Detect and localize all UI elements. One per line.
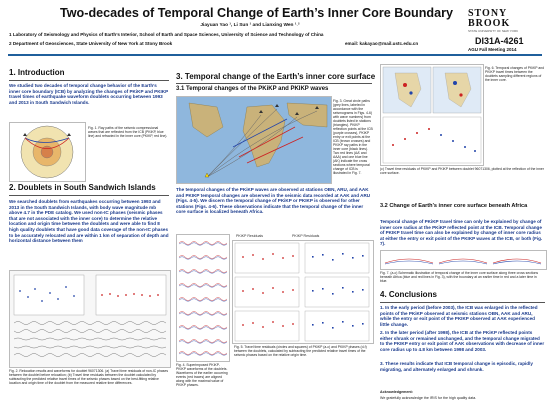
waveform-pairs (179, 242, 227, 356)
icb-later-b (439, 261, 487, 264)
poster-id: DI31A-4261 (475, 36, 524, 46)
logo-subtitle: STATE UNIVERSITY OF NEW YORK (468, 29, 519, 33)
header-divider (8, 54, 542, 56)
authors: Jiayuan Yao ¹, Li Sun ¹ and Lianxing Wen ¹˒² (200, 23, 300, 28)
panel-a-label: PKiKP Residuals (236, 234, 264, 238)
superimposed-waveforms (177, 235, 229, 361)
doublets-rule (9, 195, 169, 196)
fig4-caption: Fig. 4. Superimposed PKiKP-PKIKP waveforms of the doublets. Waveforms of the earlier occurring events (red traces) are aligned along with the maximal value of PKIKP phases. (176, 363, 228, 387)
great-circle-map (176, 96, 332, 184)
fig6-text: (c) Travel time residuals of PKIKP and PKiKP between doublet 96071306, plotted at the reflection of the inner core surface. (380, 167, 544, 175)
logo-line-1: STONY (468, 8, 508, 19)
affiliation-1: 1 Laboratory of Seismology and Physics of Earth’s Interior, School of Earth and Space Sciences, University of Science and Technology of China (9, 32, 324, 37)
section3-heading: 3. Temporal change of the Earth’s inner core surface (176, 72, 376, 81)
section3-1-heading: 3.1 Temporal changes of the PKiKP and PKIKP waves (176, 86, 329, 92)
station-triangle (67, 133, 71, 136)
cross-section-figure (380, 250, 547, 270)
fig5-caption: Fig. 5. Travel time residuals (circles and squares) of PKiKP (a-c) and PKIKP phases (d-f) between the doublets, calculated by subtracting the predicted relative travel times of the seismic phases based on the relative origin time. (234, 345, 367, 357)
conclusion-1: 1. In the early period (before 2003), the ICB was enlarged in the reflected points of the PKiKP observed at seismic stations OBN, AAK and ARU, while the entry or exit point of the PKIKP observed at AAK experienced little change. (380, 305, 538, 327)
intro-text: We studied two decades of temporal change behavior of the Earth’s inner core boundary (ICB) by analyzing the changes of PKiKP and PKIKP travel times of earthquake waveform doublets occurring between 1993 and 2013 in South Sandwich Islands. (9, 83, 169, 105)
source-star (23, 133, 27, 136)
fig7-caption: Fig. 7. (a-c) Schematic illustration of temporal change of the inner core surface along three cross sections beneath Africa (blue and red lines in Fig. 3), with the boundary at an earlier time in red and a later time in blue. (380, 271, 539, 283)
icb-later-a (385, 261, 433, 264)
conclusion-3: 3. These results indicate that ICB temporal change is episodic, rapidly migrating, and alternately enlarged and shrunk. (380, 361, 533, 372)
waveform-figure (176, 234, 230, 362)
panel-frames (235, 243, 369, 341)
intro-rule (9, 80, 169, 81)
acknowledgement-text: We gratefully acknowledge the IRIS for the high quality data. (380, 396, 477, 400)
logo-line-2: BROOK (468, 18, 511, 29)
panel-b-label: PKIKP Residuals (292, 234, 320, 238)
fig1-caption: Fig. 1. Ray paths of the seismic compressional waves that are reflected from the ICB (PKiKP, blue line) and refracted in the inner core (PKIKP, red line). (88, 126, 168, 138)
relocation-figure (9, 270, 171, 368)
section3-2-heading: 3.2 Change of Earth’s inner core surface beneath Africa (380, 203, 528, 209)
doublets-text: We searched doublets from earthquakes occurring between 1993 and 2013 in the South Sandwich Islands, with body wave magnitude mb above 4.7 in the PDE catalog. We used non-IC phases (seismic phases that are not associated with the inner core) to determine the relative location and origin time between the doublets and were able to find 8 high quality doublets that have good data coverage of the non-IC phases to be accurately relocated and are within 1 km of separation of depth and horizontal distance between them (9, 199, 169, 244)
affiliation-2: 2 Department of Geosciences, State University of New York at Stony Brook (9, 41, 173, 46)
conclusion-2: 2. In the later period (after 1998), the ICB at the PKiKP reflected points either shrank or remained unchanged, and the temporal change migrated to the PKIKP entry or exit point of AAK observations with decrease of inner core radius up to 4.8 km between 1998 and 2003. (380, 330, 545, 352)
fig6-caption: Fig. 6. Temporal changes of PKiKP and PKIKP travel times between the doublets sampling different regions of the inner core. (485, 66, 545, 82)
stony-brook-logo (468, 8, 544, 32)
poster-title: Two-decades of Temporal Change of Earth’s Inner Core Boundary (60, 6, 454, 20)
section3-rule (176, 83, 372, 84)
relocation-plots (10, 271, 170, 367)
residual-timeline (383, 117, 481, 163)
temporal-change-maps (381, 65, 483, 165)
icb-later-c (493, 261, 541, 264)
residual-plot-a (14, 275, 84, 315)
conclusions-rule (380, 302, 545, 303)
acknowledgement-title: Acknowledgement: (380, 390, 413, 394)
ray-path-diagram (10, 123, 85, 181)
ray-path-figure (9, 122, 86, 182)
residuals-figure (232, 240, 374, 344)
residual-panels (233, 241, 373, 343)
contact-email: email: kakayao@mail.ustc.edu.cn (345, 41, 419, 46)
asia-landmass (287, 103, 327, 127)
session-label: AGU Fall Meeting 2014 (468, 47, 517, 52)
south-america-landmass (189, 103, 223, 137)
icb-cross-sections (381, 251, 546, 269)
map-graphic (177, 97, 331, 183)
doublets-heading: 2. Doublets in South Sandwich Islands (9, 183, 156, 192)
section3-2-text: Temporal change of PKiKP travel time can only be explained by change of inner core radius at the PKiKP reflected point at the ICB. Temporal change of PKIKP travel time can also be explained by change of inner core radius at either the entry or exit point of the PKIKP waves at the ICB, or both (Fig. 7). (380, 219, 543, 247)
event-star (205, 173, 209, 177)
fig2-caption: Fig. 2. Relocation results and waveforms for doublet 96071306. (a) Travel time residuals of non-IC phases between the doublet before relocation; (b) Travel time residuals between the doublet calculated by subtracting the predicted relative travel times of the seismic phases based on the best-fitting relative location and origin time of the doublet from the measured relative time differences. (9, 369, 169, 385)
temporal-change-figure (380, 64, 484, 166)
fig3-caption: Fig. 3. Great circle paths (grey lines, labeled in accordance with the seismograms in Figs. 4-6) with wave numbers) from doublets listed in stations (triangles). PKiKP reflection points at the ICB (purple crosses), PKIKP entry or exit points at the ICB (brown crosses) and PKIKP ray paths in the inner core (black lines). Two red lines (AA’ and AAA) and one blue line (AK) indicate the cross sections where temporal change of ICB is illustrated in Fig. 7. (333, 99, 373, 175)
residual-plot-b (96, 275, 166, 315)
conclusions-heading: 4. Conclusions (380, 290, 437, 299)
waveform-traces (14, 322, 166, 357)
section3-1-text: The temporal changes of the PKiKP waves are observed at stations OBN, ARU, and AAK and PKIKP temporal changes are observed in the seismic data recorded at AAK and ARU (Figs. 4-5). We discern the temporal change of PKiKP or PKIKP is observed for other stations (Figs. 4-6). These observations indicate that the temporal change of the inner core surface is localized beneath Africa. (176, 187, 371, 215)
intro-heading: 1. Introduction (9, 68, 65, 77)
